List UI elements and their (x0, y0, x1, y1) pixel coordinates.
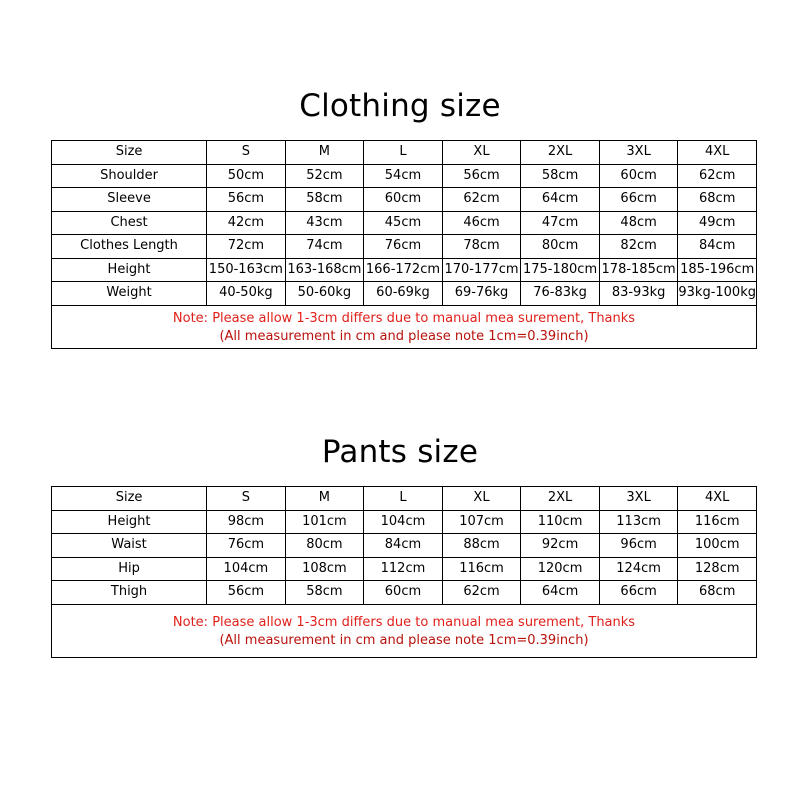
header-cell: M (285, 141, 364, 165)
pants-size-title: Pants size (321, 434, 479, 470)
table-cell: 62cm (678, 164, 757, 188)
table-cell: 93kg-100kg (678, 282, 757, 306)
table-cell: 56cm (207, 581, 286, 605)
table-cell: 175-180cm (521, 258, 600, 282)
header-cell: L (364, 141, 443, 165)
table-cell: 113cm (599, 510, 678, 534)
row-label: Thigh (52, 581, 207, 605)
table-cell: 108cm (285, 557, 364, 581)
row-label: Hip (52, 557, 207, 581)
table-cell: 150-163cm (207, 258, 286, 282)
table-cell: 66cm (599, 188, 678, 212)
table-cell: 82cm (599, 235, 678, 259)
table-cell: 45cm (364, 211, 443, 235)
table-cell: 69-76kg (442, 282, 521, 306)
table-cell: 112cm (364, 557, 443, 581)
row-label: Sleeve (52, 188, 207, 212)
table-cell: 40-50kg (207, 282, 286, 306)
table-row (52, 188, 757, 212)
table-cell: 116cm (678, 510, 757, 534)
header-cell: 2XL (521, 487, 600, 511)
table-cell: 60-69kg (364, 282, 443, 306)
table-cell: 170-177cm (442, 258, 521, 282)
table-cell: 54cm (364, 164, 443, 188)
note-row (52, 604, 757, 657)
table-cell: 76cm (207, 534, 286, 558)
pants-size-table (51, 486, 757, 658)
table-cell: 60cm (364, 188, 443, 212)
table-cell: 124cm (599, 557, 678, 581)
table-cell: 107cm (442, 510, 521, 534)
table-cell: 58cm (521, 164, 600, 188)
table-cell: 52cm (285, 164, 364, 188)
note-row (52, 305, 757, 348)
table-cell: 88cm (442, 534, 521, 558)
measurement-note (52, 305, 757, 348)
table-cell: 64cm (521, 188, 600, 212)
table-cell: 104cm (364, 510, 443, 534)
table-row (52, 211, 757, 235)
note-text: Note: Please allow 1-3cm differs due to manual mea surement, Thanks (172, 614, 636, 630)
table-cell: 76cm (364, 235, 443, 259)
table-cell: 166-172cm (364, 258, 443, 282)
table-cell: 116cm (442, 557, 521, 581)
row-label: Weight (52, 282, 207, 306)
table-cell: 47cm (521, 211, 600, 235)
table-cell: 60cm (364, 581, 443, 605)
note-subtext: (All measurement in cm and please note 1cm=0.39inch) (219, 328, 589, 344)
table-cell: 56cm (442, 164, 521, 188)
header-cell: XL (442, 487, 521, 511)
table-cell: 66cm (599, 581, 678, 605)
header-cell: XL (442, 141, 521, 165)
header-cell: M (285, 487, 364, 511)
table-row (52, 282, 757, 306)
table-cell: 83-93kg (599, 282, 678, 306)
table-header-row (52, 141, 757, 165)
table-cell: 62cm (442, 581, 521, 605)
table-row (52, 235, 757, 259)
table-cell: 100cm (678, 534, 757, 558)
table-cell: 72cm (207, 235, 286, 259)
header-cell: Size (52, 487, 207, 511)
table-cell: 46cm (442, 211, 521, 235)
table-row (52, 164, 757, 188)
header-cell: 3XL (599, 487, 678, 511)
header-cell: 4XL (678, 487, 757, 511)
table-row (52, 534, 757, 558)
table-cell: 84cm (678, 235, 757, 259)
table-header-row (52, 487, 757, 511)
row-label: Shoulder (52, 164, 207, 188)
table-cell: 76-83kg (521, 282, 600, 306)
table-row (52, 510, 757, 534)
header-cell: 4XL (678, 141, 757, 165)
table-cell: 62cm (442, 188, 521, 212)
table-cell: 80cm (285, 534, 364, 558)
table-cell: 68cm (678, 581, 757, 605)
table-cell: 80cm (521, 235, 600, 259)
table-cell: 68cm (678, 188, 757, 212)
table-cell: 60cm (599, 164, 678, 188)
table-cell: 104cm (207, 557, 286, 581)
header-cell: S (207, 141, 286, 165)
table-cell: 78cm (442, 235, 521, 259)
table-cell: 163-168cm (285, 258, 364, 282)
table-cell: 84cm (364, 534, 443, 558)
table-cell: 74cm (285, 235, 364, 259)
table-cell: 110cm (521, 510, 600, 534)
row-label: Clothes Length (52, 235, 207, 259)
table-cell: 92cm (521, 534, 600, 558)
table-cell: 42cm (207, 211, 286, 235)
note-text: Note: Please allow 1-3cm differs due to manual mea surement, Thanks (172, 310, 636, 326)
table-cell: 48cm (599, 211, 678, 235)
table-cell: 58cm (285, 581, 364, 605)
table-cell: 49cm (678, 211, 757, 235)
note-subtext: (All measurement in cm and please note 1cm=0.39inch) (219, 632, 589, 648)
clothing-size-table (51, 140, 757, 349)
row-label: Waist (52, 534, 207, 558)
table-row (52, 581, 757, 605)
row-label: Height (52, 258, 207, 282)
table-cell: 43cm (285, 211, 364, 235)
table-cell: 64cm (521, 581, 600, 605)
header-cell: Size (52, 141, 207, 165)
table-cell: 50cm (207, 164, 286, 188)
table-cell: 128cm (678, 557, 757, 581)
table-cell: 98cm (207, 510, 286, 534)
table-cell: 50-60kg (285, 282, 364, 306)
table-cell: 120cm (521, 557, 600, 581)
header-cell: 2XL (521, 141, 600, 165)
table-cell: 96cm (599, 534, 678, 558)
header-cell: 3XL (599, 141, 678, 165)
table-cell: 56cm (207, 188, 286, 212)
clothing-size-title: Clothing size (299, 88, 501, 124)
header-cell: L (364, 487, 443, 511)
table-cell: 178-185cm (599, 258, 678, 282)
measurement-note (52, 604, 757, 657)
row-label: Height (52, 510, 207, 534)
table-row (52, 557, 757, 581)
table-row (52, 258, 757, 282)
header-cell: S (207, 487, 286, 511)
table-cell: 58cm (285, 188, 364, 212)
table-cell: 101cm (285, 510, 364, 534)
table-cell: 185-196cm (678, 258, 757, 282)
row-label: Chest (52, 211, 207, 235)
